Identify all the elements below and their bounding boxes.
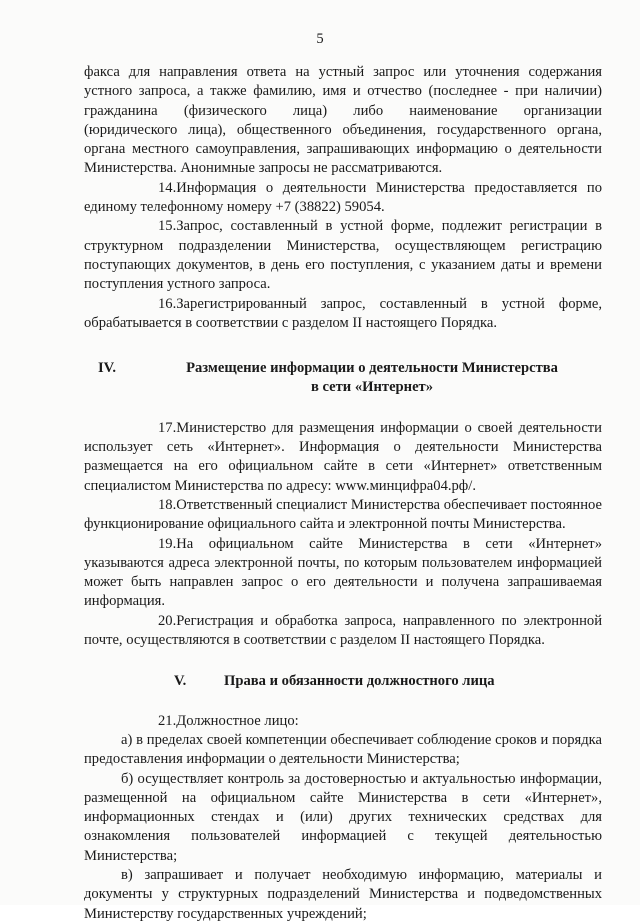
paragraph-number: 14.: [158, 179, 177, 196]
section-title-line: в сети «Интернет»: [310, 379, 434, 396]
document-body: [84, 63, 602, 924]
section-title: Права и обязанности должностного лица: [224, 673, 495, 690]
paragraph-16: [84, 295, 602, 334]
paragraph-18: [84, 496, 602, 535]
paragraph-number: 19.: [158, 535, 177, 552]
paragraph-19: [84, 535, 602, 612]
paragraph-number: 18.: [158, 496, 177, 513]
section-number: V.: [174, 673, 187, 690]
paragraph-20: [84, 612, 602, 651]
section-title: [182, 359, 602, 398]
subparagraph-v: в) запрашивает и получает необходимую информацию, материалы и документы у структурных подразделений Министерства и подведомственных Министерству государственных учреждений;: [84, 866, 602, 922]
section-heading-v: [84, 672, 602, 691]
paragraph-17: [84, 419, 602, 496]
paragraph-text: Ответственный специалист Министерства обеспечивает постоянное функционирование официального сайта и электронной почты Министерства.: [84, 496, 602, 533]
paragraph-number: 16.: [158, 295, 177, 312]
paragraph-text: Должностное лицо:: [176, 712, 299, 729]
intro-line: органа местного самоуправления, запрашивающих информацию о деятельности: [84, 141, 602, 158]
intro-line: факса для направления ответа на устный запрос или уточнения содержания: [84, 64, 602, 80]
page-number: 5: [316, 31, 324, 47]
paragraph-text: Регистрация и обработка запроса, направленного по электронной почте, осуществляются в соответствии с разделом II настоящего Порядка.: [84, 612, 602, 649]
paragraph-14: [84, 179, 602, 218]
paragraph-number: 15.: [158, 218, 177, 235]
paragraph-21: [84, 712, 602, 731]
paragraph-text: Зарегистрированный запрос, составленный в устной форме, обрабатывается в соответствии с разделом II настоящего Порядка.: [84, 295, 602, 331]
section-heading-iv: [84, 359, 602, 398]
intro-line: гражданина (физического лица) либо наименование организации: [84, 102, 602, 119]
paragraph-text: Информация о деятельности Министерства предоставляется по единому телефонному номеру +7 (38822) 59054.: [84, 179, 602, 216]
paragraph-number: 17.: [158, 419, 177, 436]
paragraph-number: 20.: [158, 612, 177, 629]
section-title-line: Размещение информации о деятельности Министерства: [186, 360, 558, 377]
intro-line: Министерства. Анонимные запросы не рассматриваются.: [84, 160, 443, 177]
subparagraph-b: б) осуществляет контроль за достоверностью и актуальностью информации, размещенной на официальном сайте Министерства в сети «Интернет», информационных стендах и (или) других технических средствах для ознакомления пользователей информацией с текущей деятельностью Министерства;: [84, 770, 602, 864]
paragraph-text: Запрос, составленный в устной форме, подлежит регистрации в структурном подразделении Министерства, осуществляющем регистрацию поступающих документов, в день его поступления, с указанием даты и времени поступления устного запроса.: [84, 218, 602, 293]
intro-line: устного запроса, а также фамилию, имя и отчество (последнее - при наличии): [84, 83, 602, 100]
paragraph-text: Министерство для размещения информации о своей деятельности использует сеть «Интернет». Информация о деятельности Министерства размещается на его официальном сайте в сети «Интернет» ответственным специалистом Министерства по адресу: www.минцифра04.рф/.: [84, 419, 602, 494]
intro-paragraph: [84, 63, 602, 179]
section-number: IV.: [98, 360, 116, 377]
subparagraph-a: а) в пределах своей компетенции обеспечивает соблюдение сроков и порядка предоставления информации о деятельности Министерства;: [84, 731, 602, 768]
paragraph-15: [84, 217, 602, 294]
paragraph-number: 21.: [158, 712, 177, 729]
paragraph-text: На официальном сайте Министерства в сети «Интернет» указываются адреса электронной почты, по которым пользователем информацией может быть направлен запрос о его деятельности и получена запрашиваемая информация.: [84, 535, 602, 610]
intro-line: (юридического лица), общественного объединения, государственного органа,: [84, 121, 602, 138]
